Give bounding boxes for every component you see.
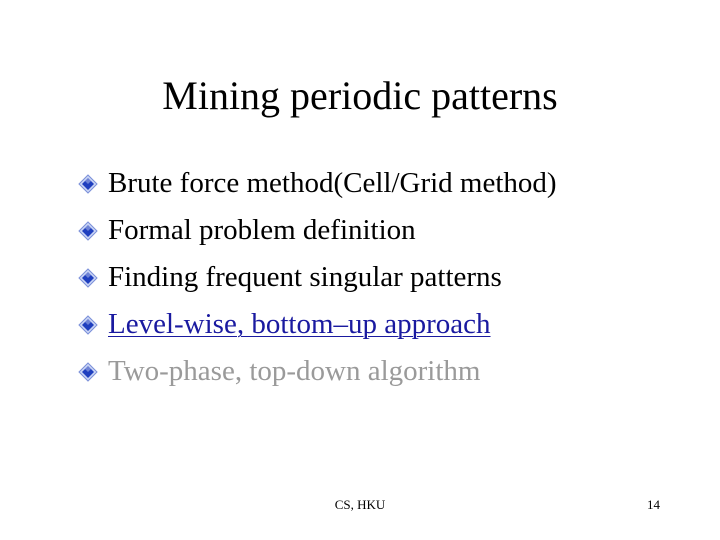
slide-title: Mining periodic patterns [162, 73, 558, 118]
bullet-link-text[interactable]: Level-wise, bottom–up approach [108, 308, 491, 340]
bullet-text: Brute force method(Cell/Grid method) [108, 167, 557, 199]
bullet-item [78, 207, 557, 254]
diamond-bullet-icon [78, 221, 98, 241]
diamond-bullet-icon [78, 362, 98, 382]
page-number: 14 [647, 497, 660, 512]
diamond-bullet-icon [78, 174, 98, 194]
bullet-item-dimmed [78, 348, 557, 395]
diamond-bullet-icon [78, 315, 98, 335]
bullet-text: Two-phase, top-down algorithm [108, 355, 481, 387]
bullet-list [78, 160, 557, 395]
diamond-bullet-icon [78, 268, 98, 288]
bullet-item [78, 254, 557, 301]
bullet-text: Formal problem definition [108, 214, 416, 246]
footer-label: CS, HKU [334, 497, 386, 512]
bullet-text: Finding frequent singular patterns [108, 261, 502, 293]
bullet-item [78, 160, 557, 207]
bullet-item-link[interactable] [78, 301, 557, 348]
